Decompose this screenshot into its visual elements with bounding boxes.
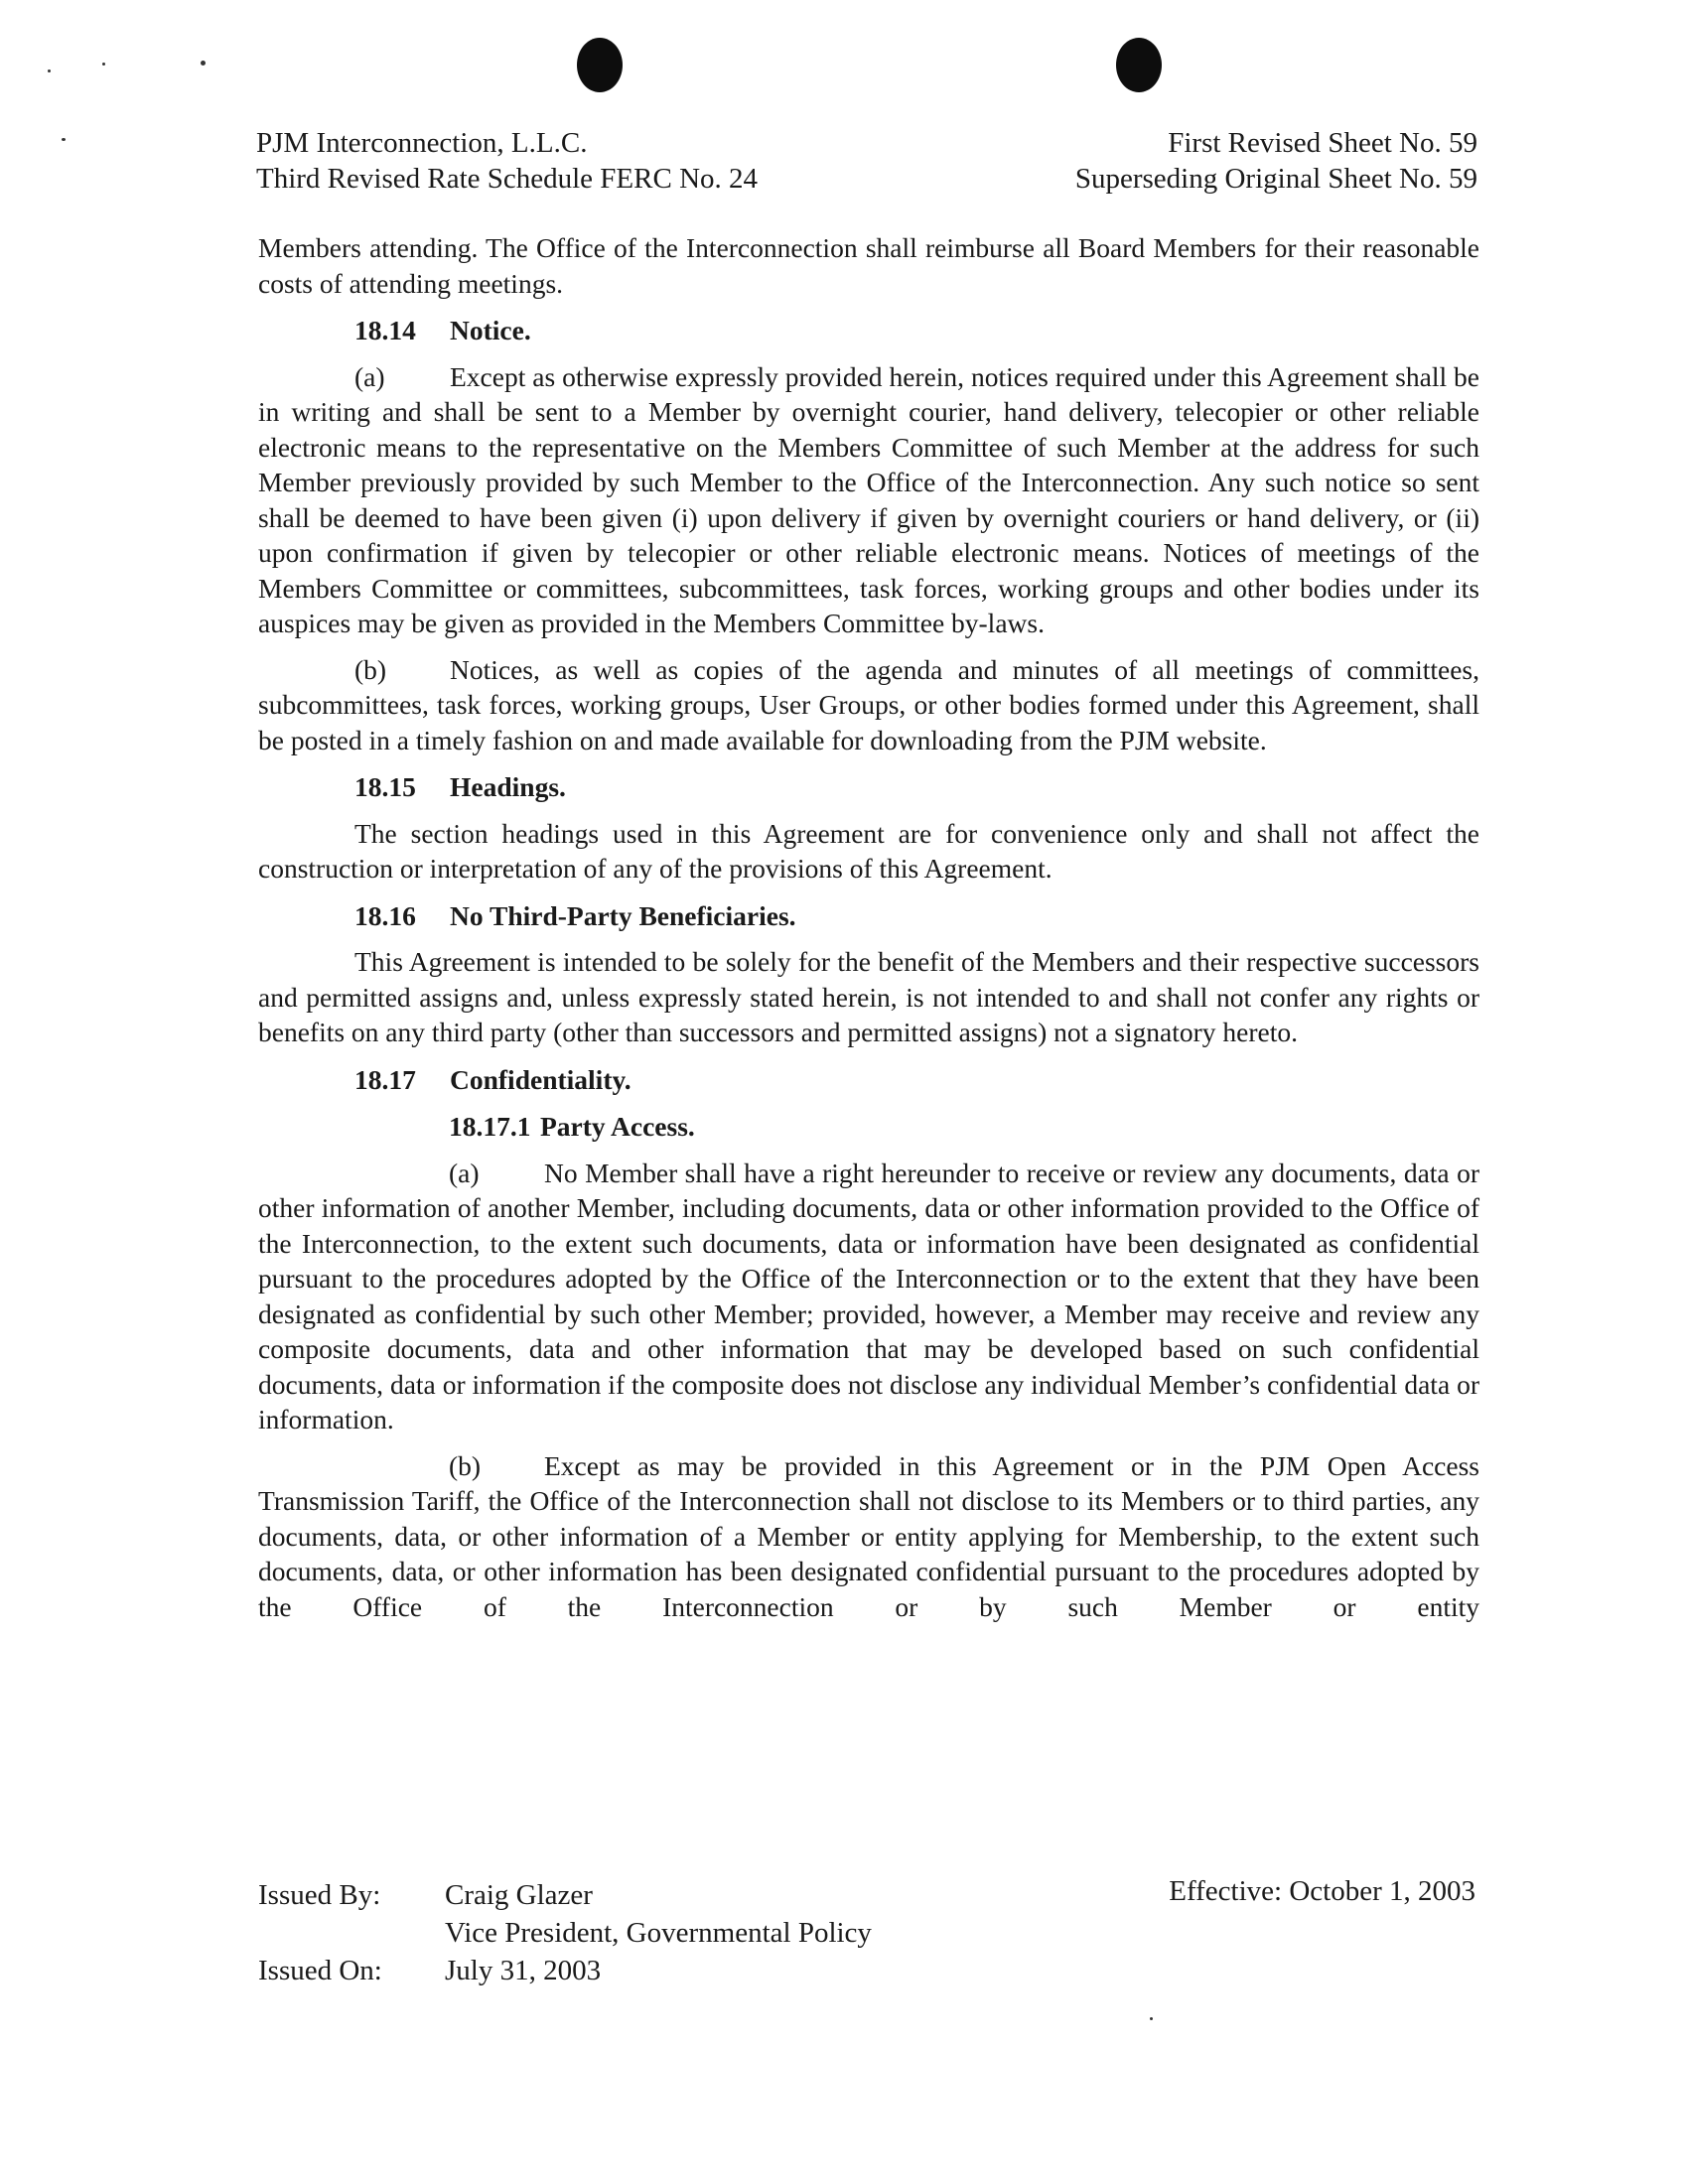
footer-values [445,1876,872,1989]
company-name: PJM Interconnection, L.L.C. [256,127,588,159]
intro-paragraph: Members attending. The Office of the Interconnection shall reimburse all Board Members for their reasonable costs of attending meetings. [258,232,1479,299]
rate-schedule: Third Revised Rate Schedule FERC No. 24 [256,163,759,195]
subsection-number: 18.17.1 [449,1111,531,1142]
item-marker: (a) [449,1157,480,1188]
scan-speck [62,138,66,141]
section-18-14-a [258,359,1479,641]
superseding-sheet: Superseding Original Sheet No. 59 [1074,163,1477,195]
scan-speck [48,69,51,72]
punch-hole-right [1116,38,1162,92]
sheet-number: First Revised Sheet No. 59 [1168,127,1477,159]
document-body [258,230,1479,1624]
section-18-17-1-heading [258,1109,1479,1145]
section-18-16-text: This Agreement is intended to be solely for the benefit of the Members and their respective successors and permitted assigns and, unless expressly stated herein, is not intended to and shall not confer any rights or benefits on any third party (other than successors and permitted assigns) not a signatory hereto. [258,946,1479,1047]
issuer-name: Craig Glazer [445,1879,593,1911]
issued-on-label: Issued On: [258,1955,382,1986]
issued-on-date: July 31, 2003 [445,1955,602,1986]
section-number: 18.17 [354,1063,416,1095]
issuer-title: Vice President, Governmental Policy [445,1917,872,1949]
item-marker: (b) [354,653,387,685]
item-text: Except as otherwise expressly provided herein, notices required under this Agreement shall be in writing and shall be sent to a Member by overnight courier, hand delivery, telecopier or other reliable electronic means to the representative on the Members Committee of such Member at the address for such Member previously provided by such Member to the Office of the Interconnection. Any such notice so sent shall be deemed to have been given (i) upon delivery if given by overnight couriers or hand delivery, or (ii) upon confirmation if given by telecopier or other reliable electronic means. Notices of meetings of the Members Committee or committees, subcommittees, task forces, working groups and other bodies under its auspices may be given as provided in the Members Committee by-laws. [258,360,1479,638]
effective-date: Effective: October 1, 2003 [1169,1875,1475,1907]
section-18-16-heading [258,898,1479,934]
item-text: No Member shall have a right hereunder to receive or review any documents, data or other information of another Member, including documents, data or other information provided to the Office of the Interconnection, to the extent such documents, data or information have been designated as confidential pursuant to the procedures adopted by the Office of the Interconnection or to the extent that they have been designated as confidential by such other Member; provided, however, a Member may receive and review any composite documents, data and other information that may be developed based on such confidential documents, data or information if the composite does not disclose any individual Member’s confidential data or information. [258,1157,1479,1434]
section-18-15-text: The section headings used in this Agreement are for convenience only and shall not affect the construction or interpretation of any of the provisions of this Agreement. [258,817,1479,884]
section-18-15-heading [258,769,1479,805]
section-title: Headings. [450,771,566,802]
header-left [256,125,758,197]
section-number: 18.15 [354,771,416,802]
section-18-14-b [258,652,1479,758]
section-18-17-1-a [258,1156,1479,1437]
scan-speck [1150,2017,1153,2020]
item-marker: (b) [449,1449,482,1481]
section-title: No Third-Party Beneficiaries. [450,899,796,931]
scan-speck [201,61,206,66]
issued-by-label: Issued By: [258,1879,381,1911]
footer-labels [258,1876,382,1989]
item-marker: (a) [354,360,385,392]
section-18-17-1-b [258,1448,1479,1625]
label-spacer [258,1914,382,1952]
subsection-title: Party Access. [540,1111,695,1142]
section-title: Notice. [450,315,531,345]
section-18-14-heading [258,313,1479,348]
section-title: Confidentiality. [450,1063,632,1095]
header-right [1075,125,1477,197]
section-number: 18.14 [354,315,416,345]
item-text: Except as may be provided in this Agreement or in the PJM Open Access Transmission Tariff, the Office of the Interconnection shall not disclose to its Members or to third parties, any documents, data, or other information of a Member or entity applying for Membership, to the extent such documents, data, or other information has been designated confidential pursuant to the procedures adopted by the Office of the Interconnection or by such Member or entity [258,1449,1479,1622]
section-18-17-heading [258,1062,1479,1098]
scan-speck [102,63,105,66]
item-text: Notices, as well as copies of the agenda and minutes of all meetings of committees, subcommittees, task forces, working groups, User Groups, or other bodies formed under this Agreement, shall be posted in a timely fashion on and made available for downloading from the PJM website. [258,653,1479,755]
section-number: 18.16 [354,899,416,931]
punch-hole-left [577,38,623,92]
